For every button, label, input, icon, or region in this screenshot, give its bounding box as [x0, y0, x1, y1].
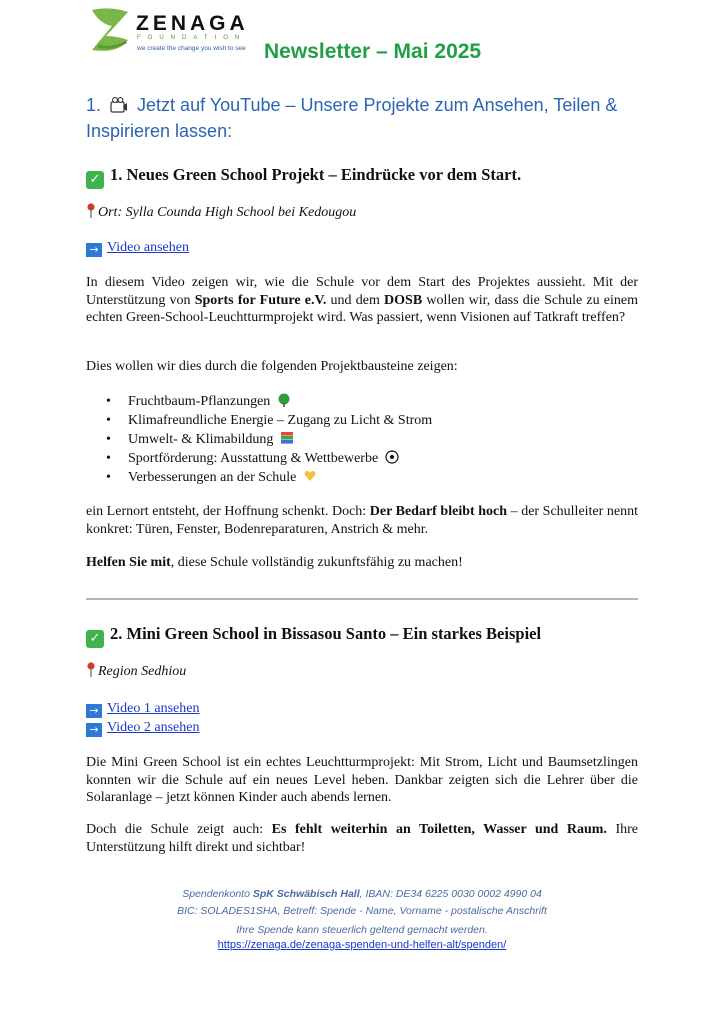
hands-heart-icon: [303, 469, 317, 483]
project-2-para-1-wrap: [86, 754, 638, 807]
project-1-video-link[interactable]: Video ansehen: [107, 240, 189, 255]
pin-icon: [86, 203, 96, 219]
check-mark-icon: ✓: [86, 630, 104, 648]
sports-for-future: Sports for Future e.V.: [194, 292, 327, 308]
project-1-title: 1. Neues Green School Projekt – Eindrücke vor dem Start.: [110, 165, 522, 184]
arrow-right-icon: →: [86, 723, 102, 737]
project-1-para-1: In diesem Video zeigen wir, wie die Schule vor dem Start des Projektes aussieht. Mit der Unterstützung von Sports for Future e.V. und dem DOSB wollen wir, dass die Schule zu einem echten Green-School-Leuchtturmprojekt wird. Was passiert, wenn Visionen auf Tatkraft treffen?: [86, 275, 638, 325]
logo-brand: ZENAGA: [136, 12, 249, 35]
section-number: 1.: [86, 95, 102, 115]
project-2-para-2-wrap: [86, 821, 638, 856]
project-2-para-2: Doch die Schule zeigt auch: Es fehlt weiterhin an Toiletten, Wasser und Raum. Ihre Unterstützung hilft direkt und sichtbar!: [86, 822, 638, 855]
project-1-title-row: [86, 165, 646, 189]
logo-tagline: we create the change you wish to see: [137, 45, 246, 52]
list-item: • Fruchtbaum-Pflanzungen: [86, 392, 638, 411]
list-item: • Klimafreundliche Energie – Zugang zu Licht & Strom: [86, 411, 638, 430]
zenaga-logo: [88, 6, 258, 54]
project-1-location: [86, 203, 356, 221]
project-2-video-2-row: [86, 718, 199, 737]
section-heading: [86, 92, 646, 144]
project-1-para-3: ein Lernort entsteht, der Hoffnung schenkt. Doch: Der Bedarf bleibt hoch – der Schulleiter nennt konkret: Türen, Fenster, Bodenreparaturen, Anstrich & mehr.: [86, 504, 638, 537]
pin-icon: [86, 662, 96, 678]
project-2-title: 2. Mini Green School in Bissasou Santo – Ein starkes Beispiel: [110, 624, 542, 643]
project-2-video-1-row: [86, 699, 199, 718]
help-highlight: Helfen Sie mit: [86, 555, 171, 570]
list-item: • Verbesserungen an der Schule: [86, 468, 638, 487]
needs-highlight: Es fehlt weiterhin an Toiletten, Wasser und Raum.: [271, 822, 607, 837]
footer-line-3: Ihre Spende kann steuerlich geltend gemacht werden.: [236, 924, 488, 936]
footer-link-row: [0, 939, 724, 951]
project-2-video-2-link[interactable]: Video 2 ansehen: [107, 720, 200, 735]
project-1-location-text: Ort: Sylla Counda High School bei Kedougou: [98, 205, 357, 220]
project-2-para-1: Die Mini Green School ist ein echtes Leuchtturmprojekt: Mit Strom, Licht und Baumsetzlingen konnten wir die Schule auf ein neues Level heben. Dankbar zeigten sich die Lehrer über die Solaranlage – jetzt können Kinder auch abends lernen.: [86, 755, 638, 805]
project-1-para-4: Helfen Sie mit, diese Schule vollständig zukunftsfähig zu machen!: [86, 555, 463, 570]
section-divider: [86, 598, 638, 600]
section-heading-text: Jetzt auf YouTube – Unsere Projekte zum Ansehen, Teilen & Inspirieren lassen:: [86, 95, 618, 141]
project-2-location: [86, 662, 186, 680]
demand-highlight: Der Bedarf bleibt hoch: [369, 504, 508, 519]
logo-subtitle: FOUNDATION: [137, 35, 247, 41]
dosb: DOSB: [384, 292, 423, 308]
soccer-ball-icon: [385, 450, 399, 464]
donation-link[interactable]: https://zenaga.de/zenaga-spenden-und-helfen-alt/spenden/: [217, 939, 507, 951]
camera-icon: [110, 97, 128, 113]
project-2-title-row: [86, 624, 646, 648]
books-icon: [280, 431, 294, 445]
project-2-video-1-link[interactable]: Video 1 ansehen: [107, 701, 200, 716]
bank-name: SpK Schwäbisch Hall: [252, 888, 360, 900]
list-item: • Umwelt- & Klimabildung: [86, 430, 638, 449]
arrow-right-icon: →: [86, 704, 102, 718]
footer-line-1: Spendenkonto SpK Schwäbisch Hall, IBAN: DE34 6225 0030 0002 4990 04: [182, 888, 542, 900]
check-mark-icon: ✓: [86, 171, 104, 189]
arrow-right-icon: →: [86, 243, 102, 257]
project-1-para-4-wrap: [86, 554, 638, 572]
zenaga-z-logo-icon: [88, 6, 132, 54]
tree-icon: [277, 393, 291, 407]
project-2-location-text: Region Sedhiou: [98, 664, 187, 679]
project-1-para-2-wrap: [86, 358, 638, 376]
project-1-video-row: [86, 238, 189, 257]
list-item: • Sportförderung: Ausstattung & Wettbewerbe: [86, 449, 638, 468]
project-1-para-3-wrap: [86, 503, 638, 538]
project-1-para-2: Dies wollen wir dies durch die folgenden Projektbausteine zeigen:: [86, 359, 458, 374]
footer-line-2: BIC: SOLADES1SHA, Betreff: Spende - Name, Vorname - postalische Anschrift: [177, 905, 547, 917]
project-1-list: [86, 392, 638, 487]
project-1-intro: [86, 274, 638, 327]
newsletter-title: Newsletter – Mai 2025: [264, 40, 482, 63]
